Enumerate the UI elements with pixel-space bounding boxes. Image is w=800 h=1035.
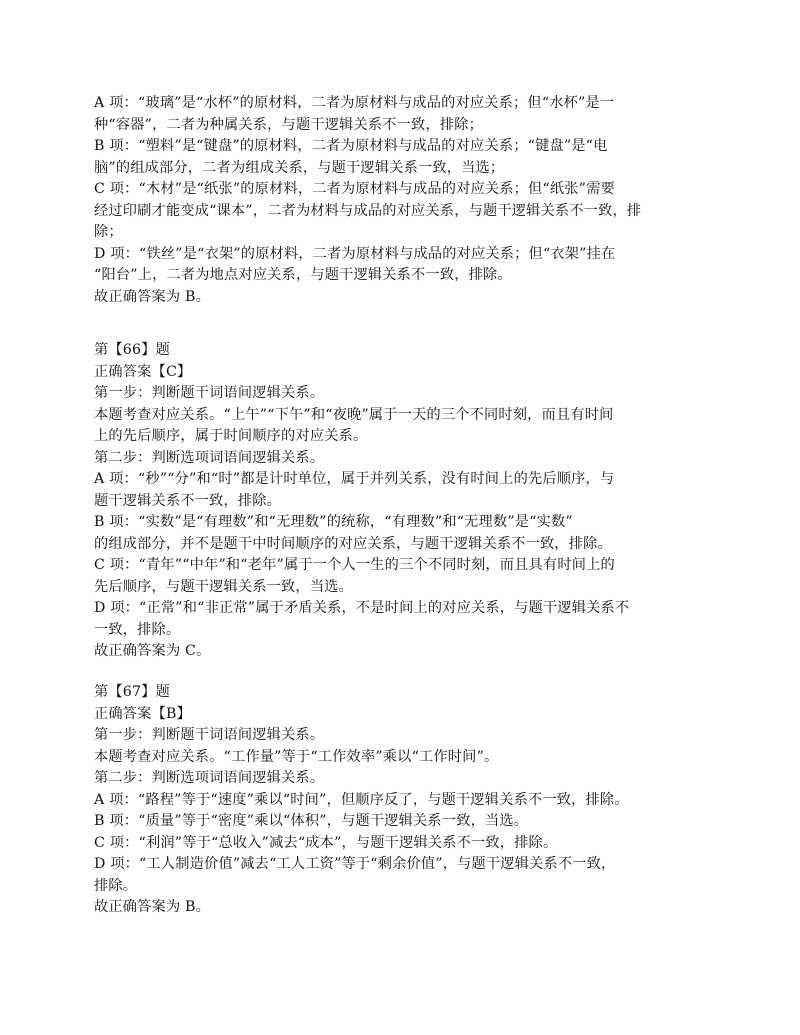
correct-answer: 正确答案【C】 bbox=[94, 363, 192, 380]
text-line: 本题考查对应关系。“上午”“下午”和“夜晚”属于一天的三个不同时刻，而且有时间 bbox=[94, 406, 614, 423]
text-line: C 项：“利润”等于“总收入”减去“成本”，与题干逻辑关系不一致，排除。 bbox=[94, 834, 558, 851]
text-line: 上的先后顺序，属于时间顺序的对应关系。 bbox=[94, 428, 368, 444]
text-line: D 项：“铁丝”是“衣架”的原材料，二者为原材料与成品的对应关系；但“衣架”挂在 bbox=[94, 245, 616, 262]
answer-line: 故正确答案为 C。 bbox=[94, 643, 211, 659]
question-65-explanation bbox=[94, 93, 724, 308]
text-line: 脑”的组成部分，二者为组成关系，与题干逻辑关系一致，当选； bbox=[94, 159, 505, 176]
text-line: 排除。 bbox=[94, 877, 138, 894]
text-line: 第二步：判断选项词语间逻辑关系。 bbox=[94, 770, 325, 786]
answer-line: 故正确答案为 B。 bbox=[94, 288, 211, 305]
text-line: A 项：“秒”“分”和“时”都是计时单位，属于并列关系，没有时间上的先后顺序，与 bbox=[94, 471, 615, 487]
answer-line: 故正确答案为 B。 bbox=[94, 899, 211, 915]
text-line: D 项：“正常”和“非正常”属于矛盾关系，不是时间上的对应关系，与题干逻辑关系不 bbox=[94, 600, 630, 616]
question-title: 第【67】题 bbox=[94, 684, 171, 700]
text-line: “阳台”上，二者为地点对应关系，与题干逻辑关系不一致，排除。 bbox=[94, 267, 512, 283]
text-line: C 项：“青年”“中年”和“老年”属于一个人一生的三个不同时刻，而且具有时间上的 bbox=[94, 557, 615, 573]
text-line: 第一步：判断题干词语间逻辑关系。 bbox=[94, 727, 325, 743]
question-66-explanation bbox=[94, 340, 724, 663]
text-line: 经过印刷才能变成“课本”，二者为材料与成品的对应关系，与题干逻辑关系不一致，排 bbox=[94, 202, 642, 219]
text-line: C 项：“木材”是“纸张”的原材料，二者为原材料与成品的对应关系；但“纸张”需要 bbox=[94, 181, 615, 197]
text-line: 题干逻辑关系不一致，排除。 bbox=[94, 492, 282, 509]
text-line: B 项：“塑料”是“键盘”的原材料，二者为原材料与成品的对应关系；“键盘”是“电 bbox=[94, 138, 608, 154]
question-67-explanation bbox=[94, 682, 724, 919]
text-line: A 项：“路程”等于“速度”乘以“时间”，但顺序反了，与题干逻辑关系不一致，排除。 bbox=[94, 791, 629, 808]
question-title: 第【66】题 bbox=[94, 342, 171, 358]
text-line: 一致，排除。 bbox=[94, 621, 181, 638]
text-line: 除； bbox=[94, 224, 123, 240]
text-line: A 项：“玻璃”是“水杯”的原材料，二者为原材料与成品的对应关系；但“水杯”是一 bbox=[94, 95, 615, 111]
text-line: 先后顺序，与题干逻辑关系一致，当选。 bbox=[94, 578, 353, 595]
correct-answer: 正确答案【B】 bbox=[94, 705, 191, 722]
text-line: D 项：“工人制造价值”减去“工人工资”等于“剩余价值”，与题干逻辑关系不一致， bbox=[94, 856, 616, 872]
text-line: 第二步：判断选项词语间逻辑关系。 bbox=[94, 449, 325, 466]
text-line: 第一步：判断题干词语间逻辑关系。 bbox=[94, 385, 325, 401]
text-line: 种“容器”，二者为种属关系，与题干逻辑关系不一致，排除； bbox=[94, 116, 483, 133]
text-line: 本题考查对应关系。“工作量”等于“工作效率”乘以“工作时间”。 bbox=[94, 748, 499, 765]
text-line: B 项：“质量”等于“密度”乘以“体积”，与题干逻辑关系一致，当选。 bbox=[94, 813, 529, 829]
text-line: B 项：“实数”是“有理数”和“无理数”的统称，“有理数”和“无理数”是“实数” bbox=[94, 514, 573, 530]
text-line: 的组成部分，并不是题干中时间顺序的对应关系，与题干逻辑关系不一致，排除。 bbox=[94, 535, 612, 552]
